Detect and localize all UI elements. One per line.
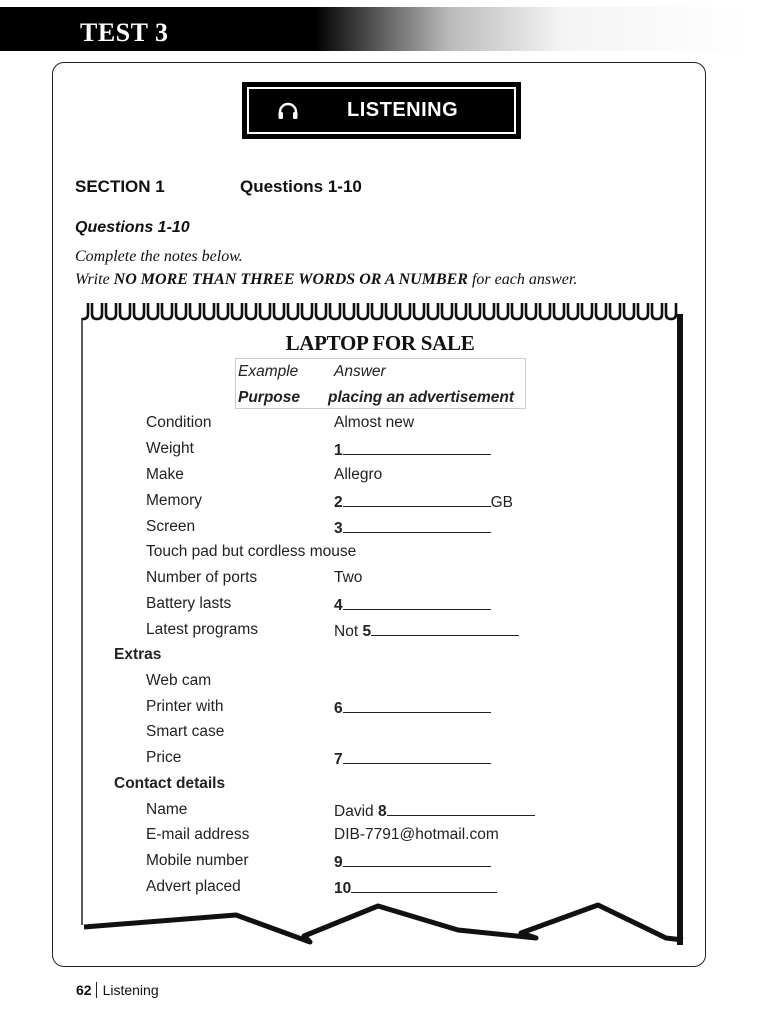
- item-label: Web cam: [146, 672, 212, 689]
- answer-blank-3[interactable]: 3: [334, 518, 491, 538]
- item-label: Make: [146, 466, 184, 483]
- item-label: Latest programs: [146, 621, 258, 638]
- item-label: Battery lasts: [146, 595, 232, 612]
- example-label: Example: [238, 363, 299, 380]
- instruction-line-2: Write NO MORE THAN THREE WORDS OR A NUMBER for each answer.: [75, 271, 578, 288]
- notes-title: LAPTOP FOR SALE: [285, 331, 475, 355]
- item-label: Number of ports: [146, 569, 258, 586]
- contact-heading: Contact details: [114, 775, 226, 792]
- answer-blank-1[interactable]: 1: [334, 440, 491, 460]
- item-label: Name: [146, 801, 188, 818]
- answer-blank-9[interactable]: 9: [334, 852, 491, 872]
- page-footer: [76, 982, 159, 998]
- example-row-value: placing an advertisement: [328, 389, 515, 406]
- item-label: E-mail address: [146, 826, 250, 843]
- answer-blank-8[interactable]: David 8: [334, 801, 535, 821]
- section-label: SECTION 1: [75, 177, 165, 196]
- footer-section-name: Listening: [102, 982, 159, 998]
- item-label: Price: [146, 749, 182, 766]
- item-value: DIB-7791@hotmail.com: [334, 826, 499, 843]
- headphones-icon: [277, 101, 299, 121]
- instruction-line-1: Complete the notes below.: [75, 248, 243, 265]
- answer-blank-5[interactable]: Not 5: [334, 621, 519, 641]
- page-number: 62: [76, 982, 92, 998]
- answer-blank-7[interactable]: 7: [334, 749, 491, 769]
- item-value: Almost new: [334, 414, 415, 431]
- answer-label: Answer: [334, 363, 386, 380]
- answer-blank-2[interactable]: 2 GB: [334, 494, 514, 511]
- item-value: Two: [334, 569, 363, 586]
- test-title: TEST 3: [80, 18, 169, 47]
- item-label: Condition: [146, 414, 212, 431]
- example-row-label: Purpose: [238, 389, 301, 406]
- item-label: Weight: [146, 440, 194, 457]
- item-value: Allegro: [334, 466, 383, 483]
- questions-subheading: Questions 1-10: [75, 219, 190, 236]
- item-label: Screen: [146, 518, 196, 535]
- section-questions: Questions 1-10: [240, 177, 362, 196]
- listening-badge: [242, 82, 521, 139]
- item-label: Mobile number: [146, 852, 249, 869]
- answer-blank-10[interactable]: 10: [334, 878, 497, 898]
- answer-blank-4[interactable]: 4: [334, 595, 491, 615]
- item-label: Printer with: [146, 698, 224, 715]
- extras-heading: Extras: [114, 646, 162, 663]
- answer-blank-6[interactable]: 6: [334, 698, 491, 718]
- item-label: Memory: [146, 492, 202, 509]
- listening-label: LISTENING: [347, 99, 459, 121]
- item-label: Touch pad but cordless mouse: [146, 543, 357, 560]
- item-label: Advert placed: [146, 878, 241, 895]
- item-label: Smart case: [146, 723, 225, 740]
